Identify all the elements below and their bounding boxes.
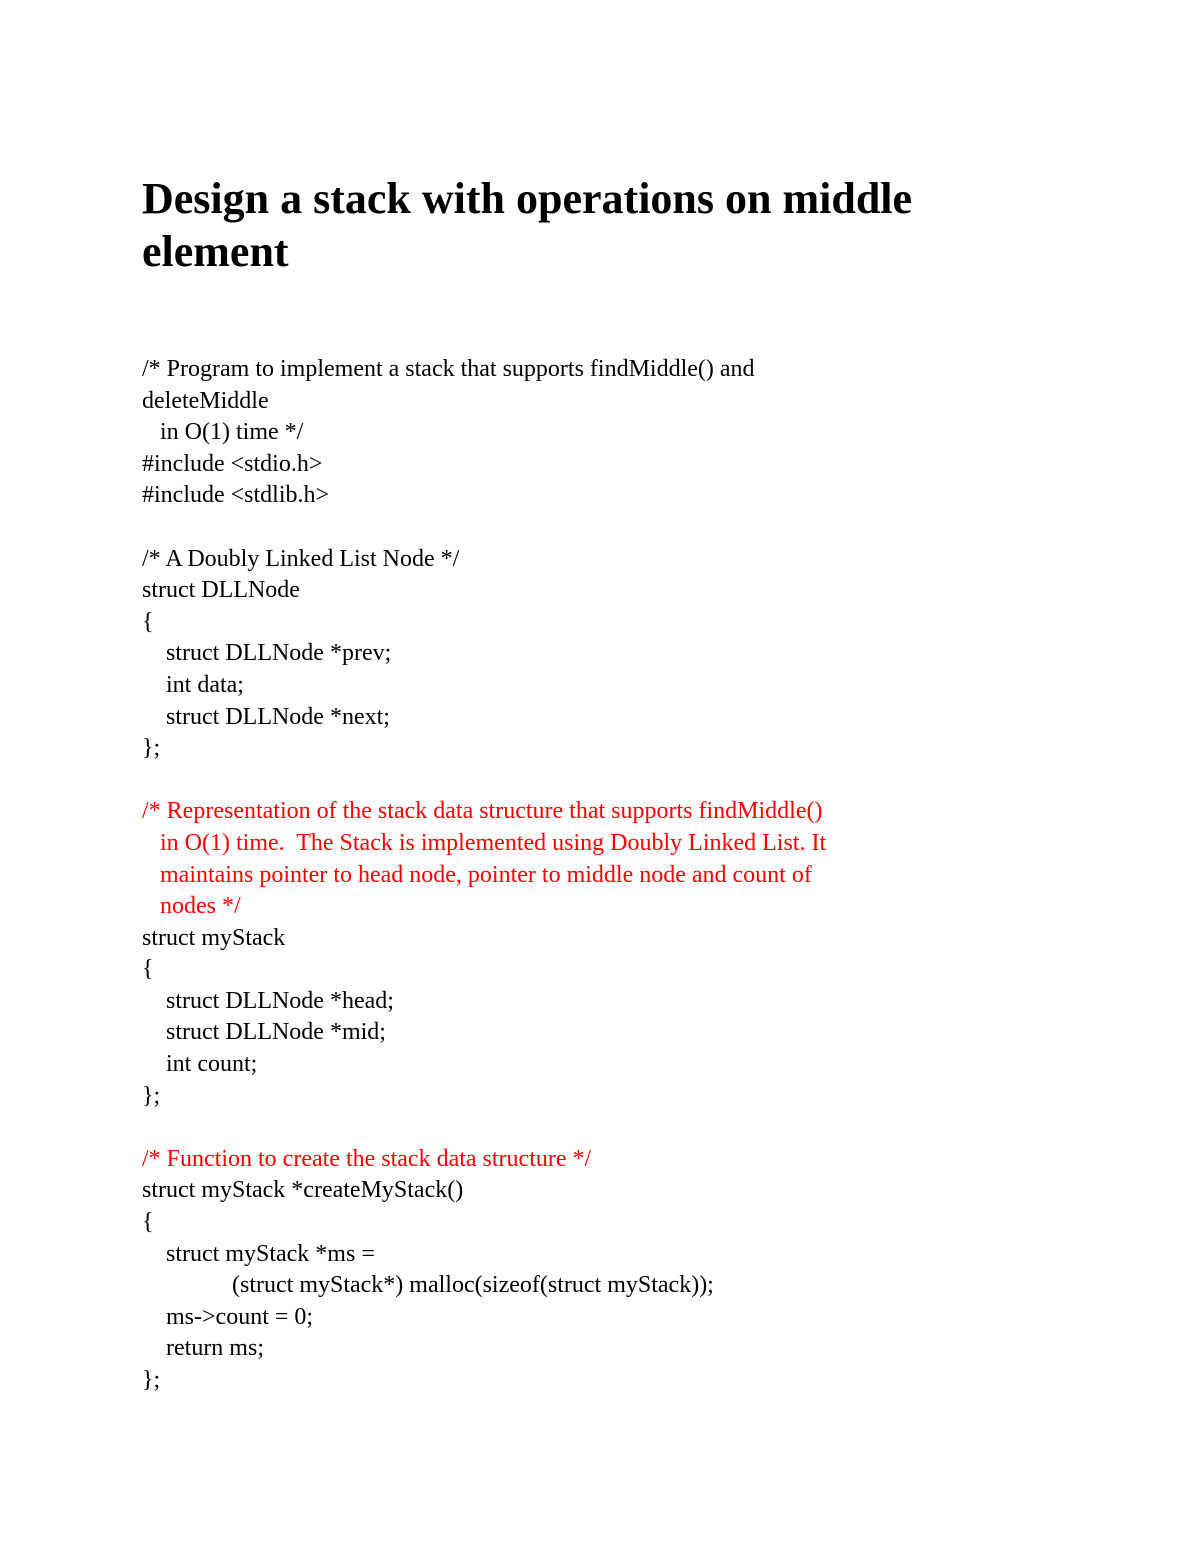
code-line: #include <stdio.h> [142, 450, 323, 477]
code-line: struct myStack [142, 924, 286, 951]
code-line: struct myStack *createMyStack() [142, 1177, 464, 1204]
code-line: int count; [142, 1051, 258, 1078]
code-line: }; [142, 1367, 161, 1393]
code-line: /* Representation of the stack data structure that supports findMiddle() [142, 798, 823, 825]
code-line: struct DLLNode *head; [142, 987, 394, 1014]
title-line-2: element [142, 227, 289, 276]
code-line: }; [142, 735, 161, 762]
code-line: in O(1) time */ [142, 419, 304, 446]
code-line: in O(1) time. The Stack is implemented using Doubly Linked List. It [142, 829, 827, 856]
code-line [142, 512, 1142, 544]
code-line: struct myStack *ms = [142, 1240, 375, 1267]
document-title [142, 172, 1082, 278]
code-line [142, 1112, 1142, 1144]
code-listing [142, 354, 1142, 1397]
code-line: }; [142, 1082, 161, 1109]
code-line: maintains pointer to head node, pointer to middle node and count of [142, 861, 812, 888]
code-line: struct DLLNode [142, 577, 300, 604]
code-line: /* A Doubly Linked List Node */ [142, 545, 460, 572]
code-line: int data; [142, 671, 244, 698]
title-line-1: Design a stack with operations on middle [142, 174, 913, 223]
code-line: { [142, 608, 154, 635]
code-line: { [142, 956, 154, 983]
code-line: (struct myStack*) malloc(sizeof(struct myStack)); [142, 1272, 714, 1299]
code-line: ms->count = 0; [142, 1303, 314, 1330]
code-line: nodes */ [142, 893, 241, 920]
code-line: { [142, 1209, 154, 1236]
code-line: #include <stdlib.h> [142, 482, 330, 509]
code-line: /* Program to implement a stack that supports findMiddle() and [142, 356, 755, 382]
code-line: struct DLLNode *next; [142, 703, 390, 730]
code-line: deleteMiddle [142, 387, 269, 414]
code-line: /* Function to create the stack data structure */ [142, 1145, 592, 1172]
code-line: struct DLLNode *mid; [142, 1019, 386, 1046]
code-line [142, 765, 1142, 797]
code-line: return ms; [142, 1335, 264, 1362]
code-line: struct DLLNode *prev; [142, 640, 392, 667]
